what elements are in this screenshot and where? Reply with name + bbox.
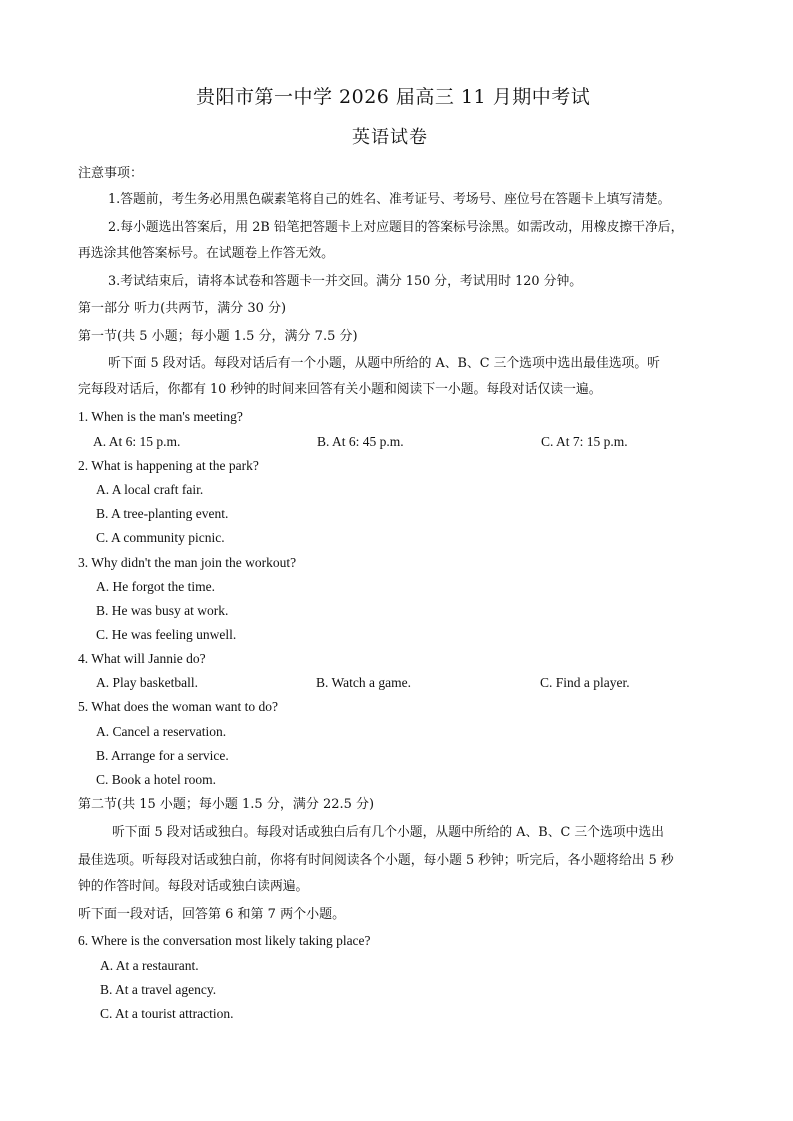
question-5-stem: 5. What does the woman want to do? (78, 699, 278, 714)
question-4-option-a: A. Play basketball. (96, 675, 198, 690)
notice-item-2-line-2: 再选涂其他答案标号。在试题卷上作答无效。 (78, 246, 334, 261)
page-subtitle: 英语试卷 (352, 127, 428, 148)
question-4-option-b: B. Watch a game. (316, 675, 412, 690)
question-3-option-a: A. He forgot the time. (96, 579, 215, 594)
question-5-option-c: C. Book a hotel room. (96, 772, 216, 787)
question-2-option-c: C. A community picnic. (96, 530, 225, 545)
notice-item-3: 3.考试结束后，请将本试卷和答题卡一并交回。满分 150 分，考试用时 120 分钟。 (108, 274, 583, 289)
question-5-option-b: B. Arrange for a service. (96, 748, 229, 763)
section2-heading: 第二节(共 15 小题；每小题 1.5 分，满分 22.5 分) (78, 797, 375, 812)
notice-item-2-line-1: 2.每小题选出答案后，用 2B 铅笔把答题卡上对应题目的答案标号涂黑。如需改动，用橡皮擦干净后， (108, 220, 684, 235)
section1-heading: 第一节(共 5 小题；每小题 1.5 分，满分 7.5 分) (78, 329, 358, 344)
page-title: 贵阳市第一中学 2026 届高三 11 月期中考试 (196, 86, 591, 108)
question-3-option-b: B. He was busy at work. (96, 603, 229, 618)
section1-instructions-line-1: 听下面 5 段对话。每段对话后有一个小题，从题中所给的 A、B、C 三个选项中选出最佳选项。听 (108, 356, 660, 371)
question-1-option-c: C. At 7: 15 p.m. (541, 434, 628, 449)
notice-heading: 注意事项： (78, 166, 144, 181)
question-6-option-c: C. At a tourist attraction. (100, 1006, 234, 1021)
question-4-stem: 4. What will Jannie do? (78, 651, 206, 666)
question-6-option-b: B. At a travel agency. (100, 982, 217, 997)
section2-instructions-line-1: 听下面 5 段对话或独白。每段对话或独白后有几个小题，从题中所给的 A、B、C 三个选项中选出 (112, 825, 664, 840)
notice-item-1: 1.答题前，考生务必用黑色碳素笔将自己的姓名、准考证号、考场号、座位号在答题卡上填写清楚。 (108, 192, 671, 207)
section2-sub-instruction: 听下面一段对话，回答第 6 和第 7 两个小题。 (78, 907, 346, 922)
part1-heading: 第一部分 听力(共两节，满分 30 分) (78, 301, 287, 316)
question-2-stem: 2. What is happening at the park? (78, 458, 259, 473)
section1-instructions-line-2: 完每段对话后，你都有 10 秒钟的时间来回答有关小题和阅读下一小题。每段对话仅读一遍。 (78, 382, 602, 397)
question-5-option-a: A. Cancel a reservation. (96, 724, 227, 739)
question-6-stem: 6. Where is the conversation most likely taking place? (78, 933, 371, 948)
question-1-option-b: B. At 6: 45 p.m. (317, 434, 404, 449)
question-3-option-c: C. He was feeling unwell. (96, 627, 237, 642)
question-3-stem: 3. Why didn't the man join the workout? (78, 555, 297, 570)
question-1-stem: 1. When is the man's meeting? (78, 409, 243, 424)
section2-instructions-line-2: 最佳选项。听每段对话或独白前，你将有时间阅读各个小题，每小题 5 秒钟；听完后，各小题将给出 5 秒 (78, 853, 674, 868)
question-2-option-b: B. A tree-planting event. (96, 506, 229, 521)
question-6-option-a: A. At a restaurant. (100, 958, 199, 973)
question-1-option-a: A. At 6: 15 p.m. (93, 434, 181, 449)
section2-instructions-line-3: 钟的作答时间。每段对话或独白读两遍。 (78, 879, 309, 894)
question-2-option-a: A. A local craft fair. (96, 482, 204, 497)
question-4-option-c: C. Find a player. (540, 675, 630, 690)
